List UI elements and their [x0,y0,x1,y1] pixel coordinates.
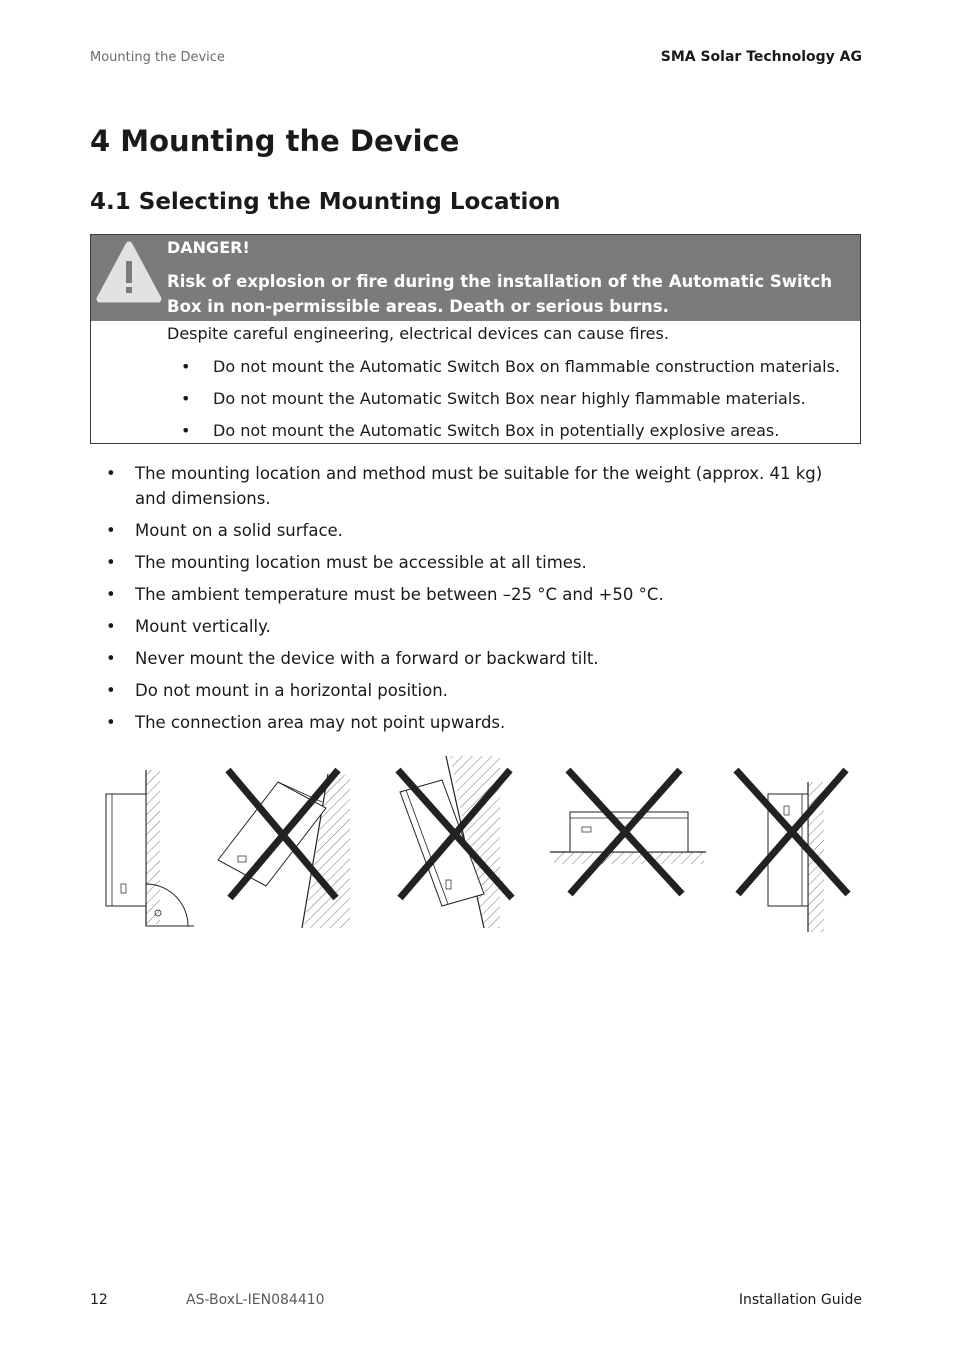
list-item-text: Mount vertically. [135,617,271,636]
document-type: Installation Guide [738,1292,862,1308]
danger-intro: Despite careful engineering, electrical devices can cause fires. [167,324,669,343]
running-header-company: SMA Solar Technology AG [660,49,862,65]
list-item [106,461,826,511]
bullet-symbol: • [106,585,116,604]
bullet-symbol: • [181,389,191,408]
figure-tilted-backward [218,770,350,928]
list-item-text: Do not mount the Automatic Switch Box near highly flammable materials. [213,389,806,408]
bullet-symbol: • [106,617,116,636]
list-item-text: Do not mount in a horizontal position. [135,681,448,700]
bullet-symbol: • [106,681,116,700]
mounting-positions-illustration [90,752,865,938]
list-item-text: The ambient temperature must be between –25 °C and +50 °C. [135,585,664,604]
list-item-text: Mount on a solid surface. [135,521,343,540]
section-title: 4.1 Selecting the Mounting Location [90,189,561,215]
list-item-text: Do not mount the Automatic Switch Box on flammable construction materials. [213,357,840,376]
list-item [106,646,826,671]
danger-header [91,235,860,321]
figure-tilted-forward [398,756,512,928]
bullet-symbol: • [106,521,116,540]
document-id: AS-BoxL-IEN084410 [186,1292,325,1308]
list-item [106,678,826,703]
list-item-text: Never mount the device with a forward or backward tilt. [135,649,599,668]
list-item-text: The connection area may not point upwards. [135,713,506,732]
danger-label: DANGER! [167,238,250,257]
bullet-symbol: • [181,357,191,376]
bullet-symbol: • [181,421,191,440]
bullet-symbol: • [106,649,116,668]
list-item [106,582,826,607]
list-item-text: The mounting location must be accessible at all times. [135,553,587,572]
list-item [106,614,826,639]
list-item [106,710,826,735]
danger-notice [90,234,861,444]
figure-upside-down [736,770,848,932]
chapter-title: 4 Mounting the Device [90,124,460,158]
requirements-list [106,461,826,742]
figure-vertical-mounting [106,770,194,926]
bullet-symbol: • [106,553,116,572]
list-item [106,518,826,543]
danger-risk-text: Risk of explosion or fire during the installation of the Automatic Switch Box in non-permissible areas. Death or serious burns. [167,272,833,316]
list-item-text: The mounting location and method must be suitable for the weight (approx. 41 kg) and dimensions. [135,464,823,508]
bullet-symbol: • [106,464,116,483]
bullet-symbol: • [106,713,116,732]
list-item-text: Do not mount the Automatic Switch Box in potentially explosive areas. [213,421,780,440]
running-header-section: Mounting the Device [90,50,225,65]
list-item [106,550,826,575]
figure-horizontal [550,770,706,894]
page-number: 12 [90,1292,108,1308]
warning-triangle-icon [96,239,162,303]
